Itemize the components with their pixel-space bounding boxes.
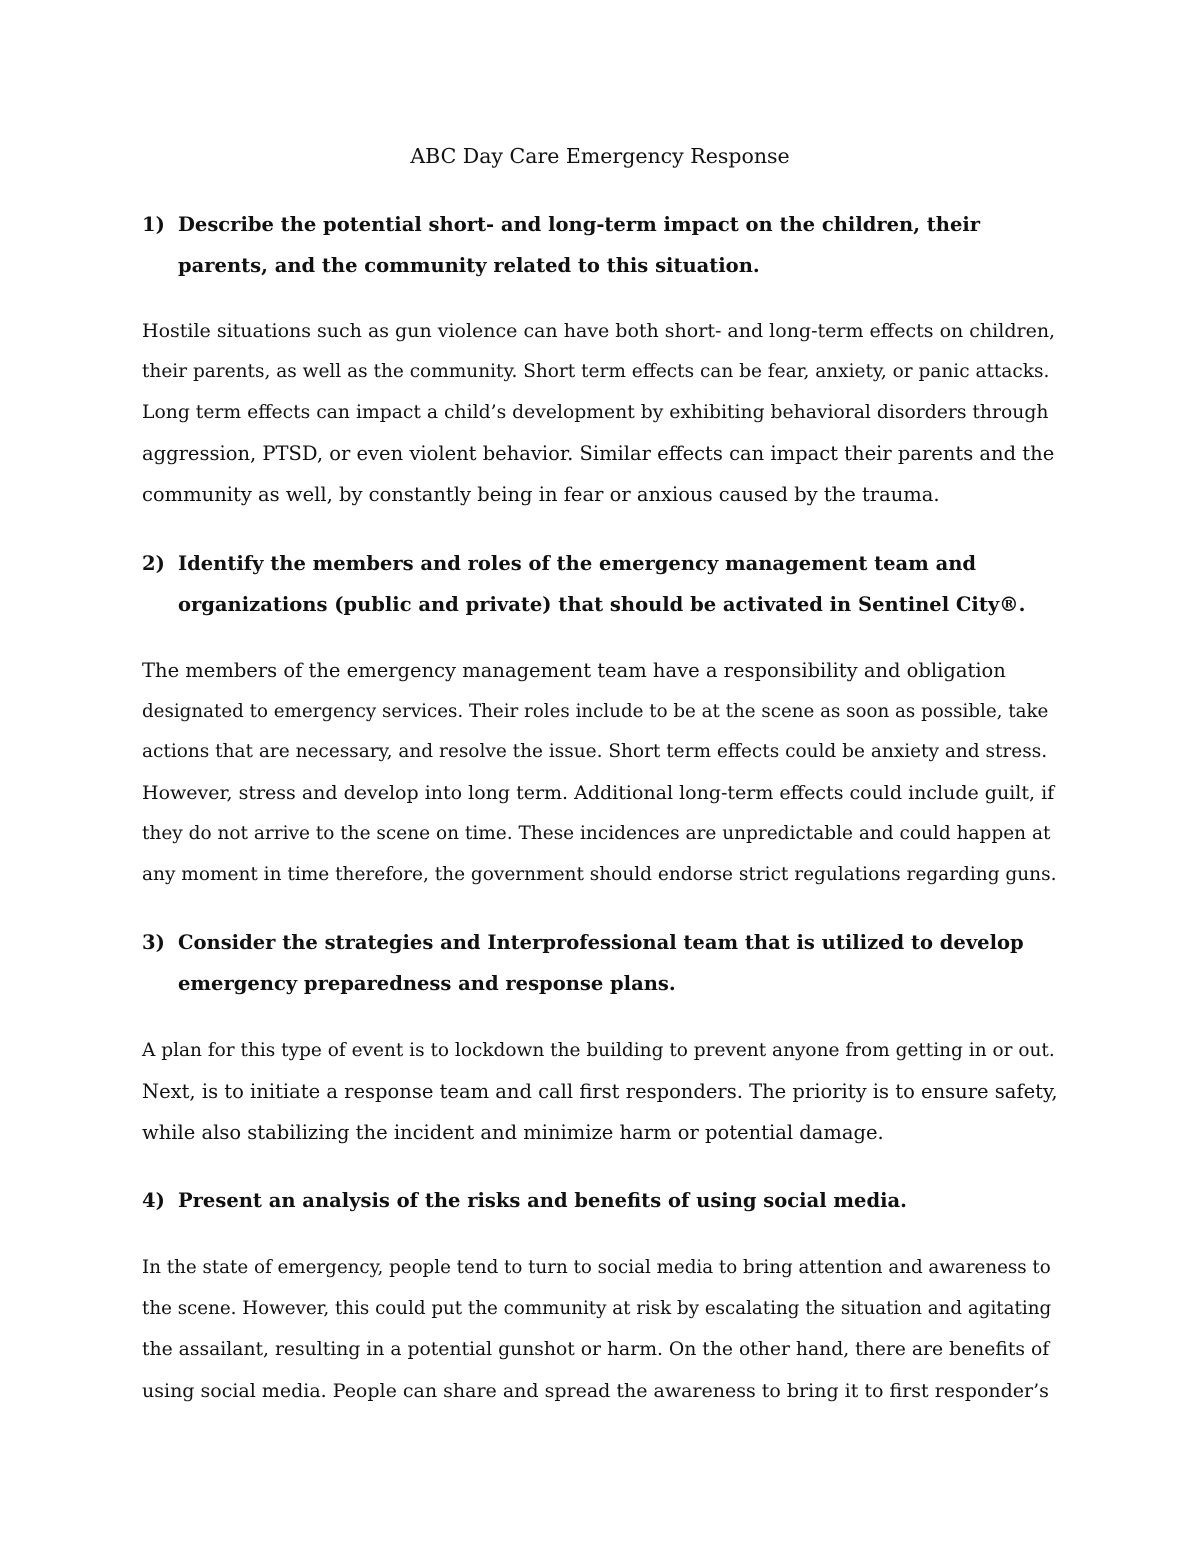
answer-1-line-3: Long term effects can impact a child’s development by exhibiting behavioral disorders through: [142, 402, 1049, 423]
answer-2-line-5: they do not arrive to the scene on time. These incidences are unpredictable and could happen at: [142, 823, 1051, 844]
answer-4-line-3: the assailant, resulting in a potential gunshot or harm. On the other hand, there are benefits of: [142, 1339, 1050, 1360]
answer-3-line-3: while also stabilizing the incident and minimize harm or potential damage.: [142, 1121, 884, 1144]
answer-4-line-2: the scene. However, this could put the community at risk by escalating the situation and agitating: [142, 1298, 1052, 1319]
question-number: 1): [142, 213, 165, 236]
answer-4-line-1: In the state of emergency, people tend to turn to social media to bring attention and awareness to: [142, 1257, 1051, 1278]
document-title: ABC Day Care Emergency Response: [410, 144, 790, 168]
answer-2-line-2: designated to emergency services. Their roles include to be at the scene as soon as possible, take: [142, 701, 1049, 722]
question-text: Present an analysis of the risks and benefits of using social media.: [178, 1189, 907, 1212]
answer-2-line-3: actions that are necessary, and resolve the issue. Short term effects could be anxiety and stress.: [142, 741, 1048, 762]
question-1: [142, 204, 1072, 286]
question-2: [142, 543, 1072, 625]
answer-3-line-2: Next, is to initiate a response team and call first responders. The priority is to ensure safety,: [142, 1080, 1058, 1103]
question-number: 4): [142, 1189, 165, 1212]
answer-2-line-4: However, stress and develop into long term. Additional long-term effects could include guilt, if: [142, 782, 1055, 804]
question-3: [142, 922, 1072, 1004]
answer-4-line-4: using social media. People can share and spread the awareness to bring it to first responder’s: [142, 1380, 1049, 1402]
question-number: 3): [142, 931, 165, 954]
answer-1-line-4: aggression, PTSD, or even violent behavior. Similar effects can impact their parents and the: [142, 442, 1055, 465]
question-text: Consider the strategies and Interprofessional team that is utilized to develop emergency preparedness and response plans.: [178, 931, 1024, 995]
question-text: Describe the potential short- and long-term impact on the children, their parents, and the community related to this situation.: [178, 213, 981, 277]
question-number: 2): [142, 552, 165, 575]
answer-3-line-1: A plan for this type of event is to lockdown the building to prevent anyone from getting in or out.: [142, 1040, 1055, 1061]
answer-2-line-6: any moment in time therefore, the government should endorse strict regulations regarding guns.: [142, 864, 1057, 885]
answer-1-line-5: community as well, by constantly being in fear or anxious caused by the trauma.: [142, 483, 940, 506]
answer-1-line-2: their parents, as well as the community. Short term effects can be fear, anxiety, or panic attacks.: [142, 361, 1050, 382]
question-text: Identify the members and roles of the emergency management team and organizations (public and private) that should be activated in Sentinel City®.: [178, 552, 1026, 616]
answer-1-line-1: Hostile situations such as gun violence can have both short- and long-term effects on children,: [142, 320, 1056, 342]
answer-2-line-1: The members of the emergency management team have a responsibility and obligation: [142, 659, 1006, 682]
question-4: [142, 1180, 1072, 1221]
